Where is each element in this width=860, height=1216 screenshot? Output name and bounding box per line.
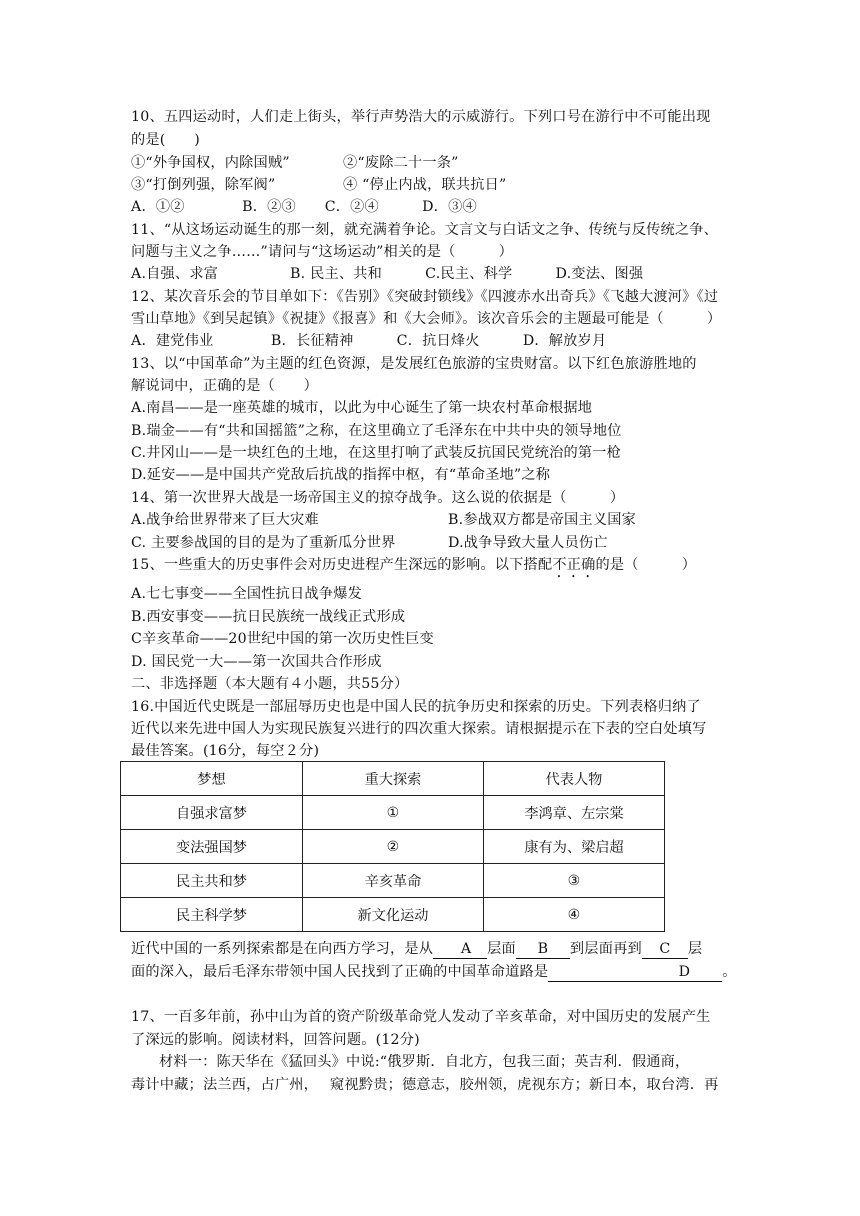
q15-stem-post: 的是（ ）	[595, 557, 697, 573]
q10-stem-line1: 10、五四运动时，人们走上街头，举行声势浩大的示威游行。下列口号在游行中不可能出现	[131, 109, 711, 125]
blank-d: D	[548, 964, 722, 982]
q16-table	[120, 761, 665, 932]
table-cell: ①	[303, 796, 484, 830]
table-cell: 辛亥革命	[303, 864, 484, 898]
q15-option-b: B.西安事变——抗日民族统一战线正式形成	[131, 609, 406, 625]
table-header-cell: 重大探索	[303, 762, 484, 796]
table-cell: 新文化运动	[303, 898, 484, 932]
table-header-cell: 梦想	[121, 762, 303, 796]
q17-material-line2: 毒计中藏；法兰西，占广州， 窥视黔贵；德意志，胶州领，虎视东方；新日本，取台湾．再	[131, 1077, 719, 1093]
q12-choices: A．建党伟业 B．长征精神 C．抗日烽火 D．解放岁月	[131, 333, 607, 349]
q14-stem: 14、第一次世界大战是一场帝国主义的掠夺战争。这么说的依据是（ ）	[131, 490, 625, 506]
q14-option-a: A.战争给世界带来了巨大灾难	[131, 512, 319, 528]
table-header-row	[121, 762, 665, 796]
fill-text: 到层面再到	[569, 941, 642, 957]
q16-stem-line2: 近代以来先进中国人为实现民族复兴进行的四次重大探索。请根据提示在下表的空白处填写	[131, 721, 707, 737]
table-cell: 民主共和梦	[121, 864, 303, 898]
q11-choices: A.自强、求富 B. 民主、共和 C.民主、科学 D.变法、图强	[131, 266, 644, 282]
q13-option-a: A.南昌——是一座英雄的城市，以此为中心诞生了第一块农村革命根据地	[131, 400, 593, 416]
table-cell: ④	[484, 898, 665, 932]
q15-stem	[131, 555, 696, 581]
fill-text: 近代中国的一系列探索都是在向西方学习，是从	[131, 941, 434, 957]
q13-stem-line1: 13、以“中国革命”为主题的红色资源，是发展红色旅游的宝贵财富。以下红色旅游胜地的	[131, 356, 697, 372]
blank-c: C	[642, 941, 688, 959]
q12-stem-line2: 雪山草地》《到吴起镇》《祝捷》《报喜》和《大会师》。该次音乐会的主题最可能是（ ）	[131, 311, 722, 327]
fill-text: 层面	[487, 941, 516, 957]
q17-material-line1: 材料一：陈天华在《猛回头》中说:“俄罗斯．自北方，包我三面；英吉利．假通商，	[159, 1054, 690, 1070]
fill-text: 层	[687, 941, 703, 957]
q10-stem-line2: 的是( )	[131, 132, 201, 148]
q14-option-c: C. 主要参战国的目的是为了重新瓜分世界	[131, 535, 396, 551]
q13-option-c: C.井冈山——是一块红色的土地，在这里打响了武装反抗国民党统治的第一枪	[131, 445, 622, 461]
q15-stem-emphasis: 不正确	[552, 557, 596, 573]
blank-a: A	[433, 941, 487, 959]
q16-fill-line1	[131, 939, 702, 959]
q10-option-4: ④ “停止内战，联共抗日”	[343, 177, 507, 193]
table-row	[121, 898, 665, 932]
q15-option-d: D. 国民党一大——第一次国共合作形成	[131, 654, 382, 670]
q15-option-c: C辛亥革命——20世纪中国的第一次历史性巨变	[131, 631, 434, 647]
table-row	[121, 830, 665, 864]
q17-stem-line2: 了深远的影响。阅读材料，回答问题。(12分)	[131, 1032, 420, 1048]
q13-stem-line2: 解说词中，正确的是（ ）	[131, 378, 319, 394]
q13-option-d: D.延安——是中国共产党敌后抗战的指挥中枢，有“革命圣地”之称	[131, 467, 551, 483]
table-cell: 变法强国梦	[121, 830, 303, 864]
fill-text: 。	[722, 964, 737, 980]
q12-stem-line1: 12、某次音乐会的节目单如下：《告别》《突破封锁线》《四渡赤水出奇兵》《飞越大渡河》《过	[131, 289, 719, 305]
q16-stem-line3: 最佳答案。(16分，每空２分)	[131, 743, 320, 759]
q11-stem-line2: 问题与主义之争……”请问与“这场运动”相关的是（ ）	[131, 244, 514, 260]
table-row	[121, 796, 665, 830]
fill-text: 面的深入，最后毛泽东带领中国人民找到了正确的中国革命道路是	[131, 964, 549, 980]
table-cell: 自强求富梦	[121, 796, 303, 830]
q13-option-b: B.瑞金——有“共和国摇篮”之称，在这里确立了毛泽东在中共中央的领导地位	[131, 423, 622, 439]
table-row	[121, 864, 665, 898]
blank-b: B	[516, 941, 570, 959]
q16-fill-line2	[131, 962, 737, 982]
q15-option-a: A.七七事变——全国性抗日战争爆发	[131, 586, 362, 602]
q10-option-2: ②“废除二十一条”	[343, 155, 459, 171]
q10-option-3: ③“打倒列强，除军阀”	[131, 177, 276, 193]
section-heading: 二、非选择题（本大题有４小题，共55分）	[131, 676, 409, 692]
q16-stem-line1: 16.中国近代史既是一部屈辱历史也是中国人民的抗争历史和探索的历史。下列表格归纳了	[131, 699, 701, 715]
table-cell: ②	[303, 830, 484, 864]
q17-stem-line1: 17、一百多年前，孙中山为首的资产阶级革命党人发动了辛亥革命，对中国历史的发展产生	[131, 1009, 711, 1025]
table-cell: 康有为、梁启超	[484, 830, 665, 864]
q15-stem-pre: 15、一些重大的历史事件会对历史进程产生深远的影响。以下搭配	[131, 557, 553, 573]
q10-option-1: ①“外争国权，内除国贼”	[131, 155, 290, 171]
table-header-cell: 代表人物	[484, 762, 665, 796]
table-cell: ③	[484, 864, 665, 898]
q10-choices: A．①② B．②③ C．②④ D．③④	[131, 199, 477, 215]
q14-option-b: B.参战双方都是帝国主义国家	[448, 512, 636, 528]
table-cell: 李鸿章、左宗棠	[484, 796, 665, 830]
q11-stem-line1: 11、“从这场运动诞生的那一刻，就充满着争论。文言文与白话文之争、传统与反传统之争、	[131, 222, 719, 238]
table-cell: 民主科学梦	[121, 898, 303, 932]
q14-option-d: D.战争导致大量人员伤亡	[448, 535, 608, 551]
